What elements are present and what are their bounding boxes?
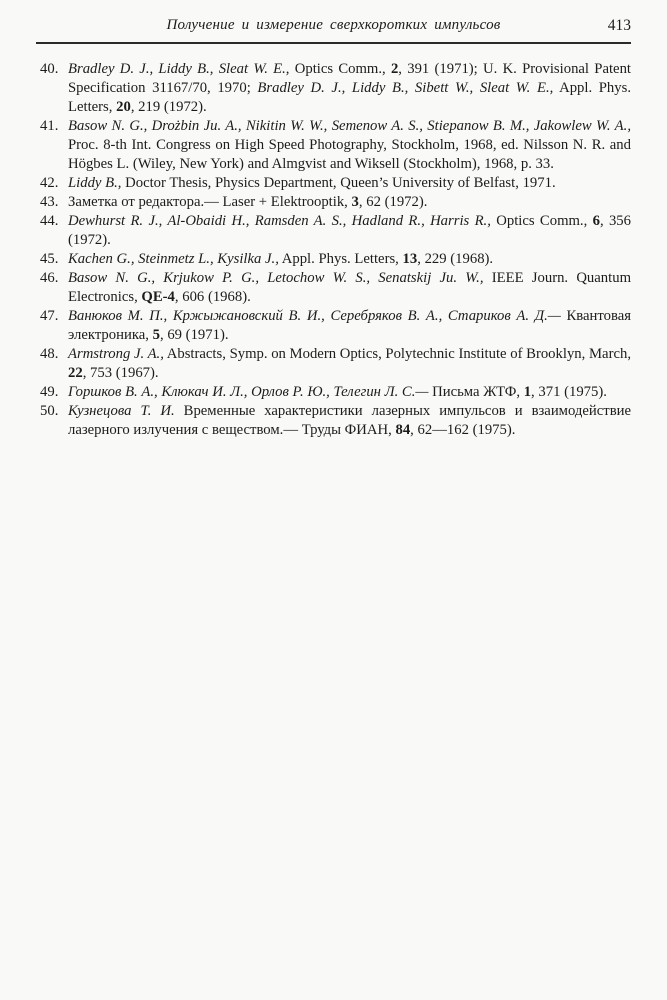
reference-text: Dewhurst R. J., Al-Obaidi H., Ramsden A. S., Hadland R., Harris R., Optics Comm., 6, 356 (1972). — [68, 213, 631, 248]
reference-number: 42. — [40, 175, 59, 191]
reference-item — [40, 402, 631, 440]
reference-text: Горшков В. А., Клюкач И. Л., Орлов Р. Ю., Телегин Л. С.— Письма ЖТФ, 1, 371 (1975). — [68, 384, 607, 400]
reference-item — [40, 383, 631, 402]
reference-number: 49. — [40, 384, 59, 400]
reference-number: 48. — [40, 346, 59, 362]
reference-text: Liddy B., Doctor Thesis, Physics Department, Queen’s University of Belfast, 1971. — [68, 175, 556, 191]
reference-item — [40, 60, 631, 117]
reference-number: 50. — [40, 403, 59, 419]
reference-text: Basow N. G., Drożbin Ju. A., Nikitin W. W., Semenow A. S., Stiepanow B. M., Jakowlew W. A., Proc. 8-th Int. Congress on High Speed Photography, Stockholm, 1968, ed. Nilsson N. R. and Högbes L. (Wiley, New York) and Almgvist and Wiksell (Stockholm), 1968, p. 33. — [68, 118, 631, 172]
reference-item — [40, 250, 631, 269]
reference-number: 46. — [40, 270, 59, 286]
header-rule-divider — [36, 42, 631, 44]
reference-item — [40, 174, 631, 193]
reference-number: 40. — [40, 61, 59, 77]
page-number: 413 — [607, 17, 631, 34]
reference-number: 43. — [40, 194, 59, 210]
reference-text: Bradley D. J., Liddy B., Sleat W. E., Optics Comm., 2, 391 (1971); U. K. Provisional Patent Specification 31167/70, 1970; Bradley D. J., Liddy B., Sibett W., Sleat W. E., Appl. Phys. Letters, 20, 219 (1972). — [68, 61, 632, 115]
reference-item — [40, 117, 631, 174]
reference-text: Basow N. G., Krjukow P. G., Letochow W. S., Senatskij Ju. W., IEEE Journ. Quantum Electronics, QE-4, 606 (1968). — [68, 270, 631, 305]
reference-item — [40, 269, 631, 307]
reference-number: 45. — [40, 251, 59, 267]
reference-text: Ванюков М. П., Кржыжановский В. И., Серебряков В. А., Стариков А. Д.— Квантовая электроника, 5, 69 (1971). — [68, 308, 631, 343]
reference-text: Кузнецова Т. И. Временные характеристики лазерных импульсов и взаимодействие лазерного излучения с веществом.— Труды ФИАН, 84, 62—162 (1975). — [68, 403, 632, 438]
reference-text: Заметка от редактора.— Laser + Elektrooptik, 3, 62 (1972). — [68, 194, 428, 210]
reference-item — [40, 212, 631, 250]
reference-text: Kachen G., Steinmetz L., Kysilka J., Appl. Phys. Letters, 13, 229 (1968). — [68, 251, 494, 267]
reference-item — [40, 193, 631, 212]
reference-item — [40, 307, 631, 345]
reference-number: 41. — [40, 118, 59, 134]
running-head — [36, 17, 631, 39]
reference-item — [40, 345, 631, 383]
reference-number: 44. — [40, 213, 59, 229]
reference-text: Armstrong J. A., Abstracts, Symp. on Modern Optics, Polytechnic Institute of Brooklyn, March, 22, 753 (1967). — [68, 346, 631, 381]
running-head-title: Получение и измерение сверхкоротких импульсов — [166, 17, 501, 33]
reference-number: 47. — [40, 308, 59, 324]
reference-list — [40, 60, 631, 440]
